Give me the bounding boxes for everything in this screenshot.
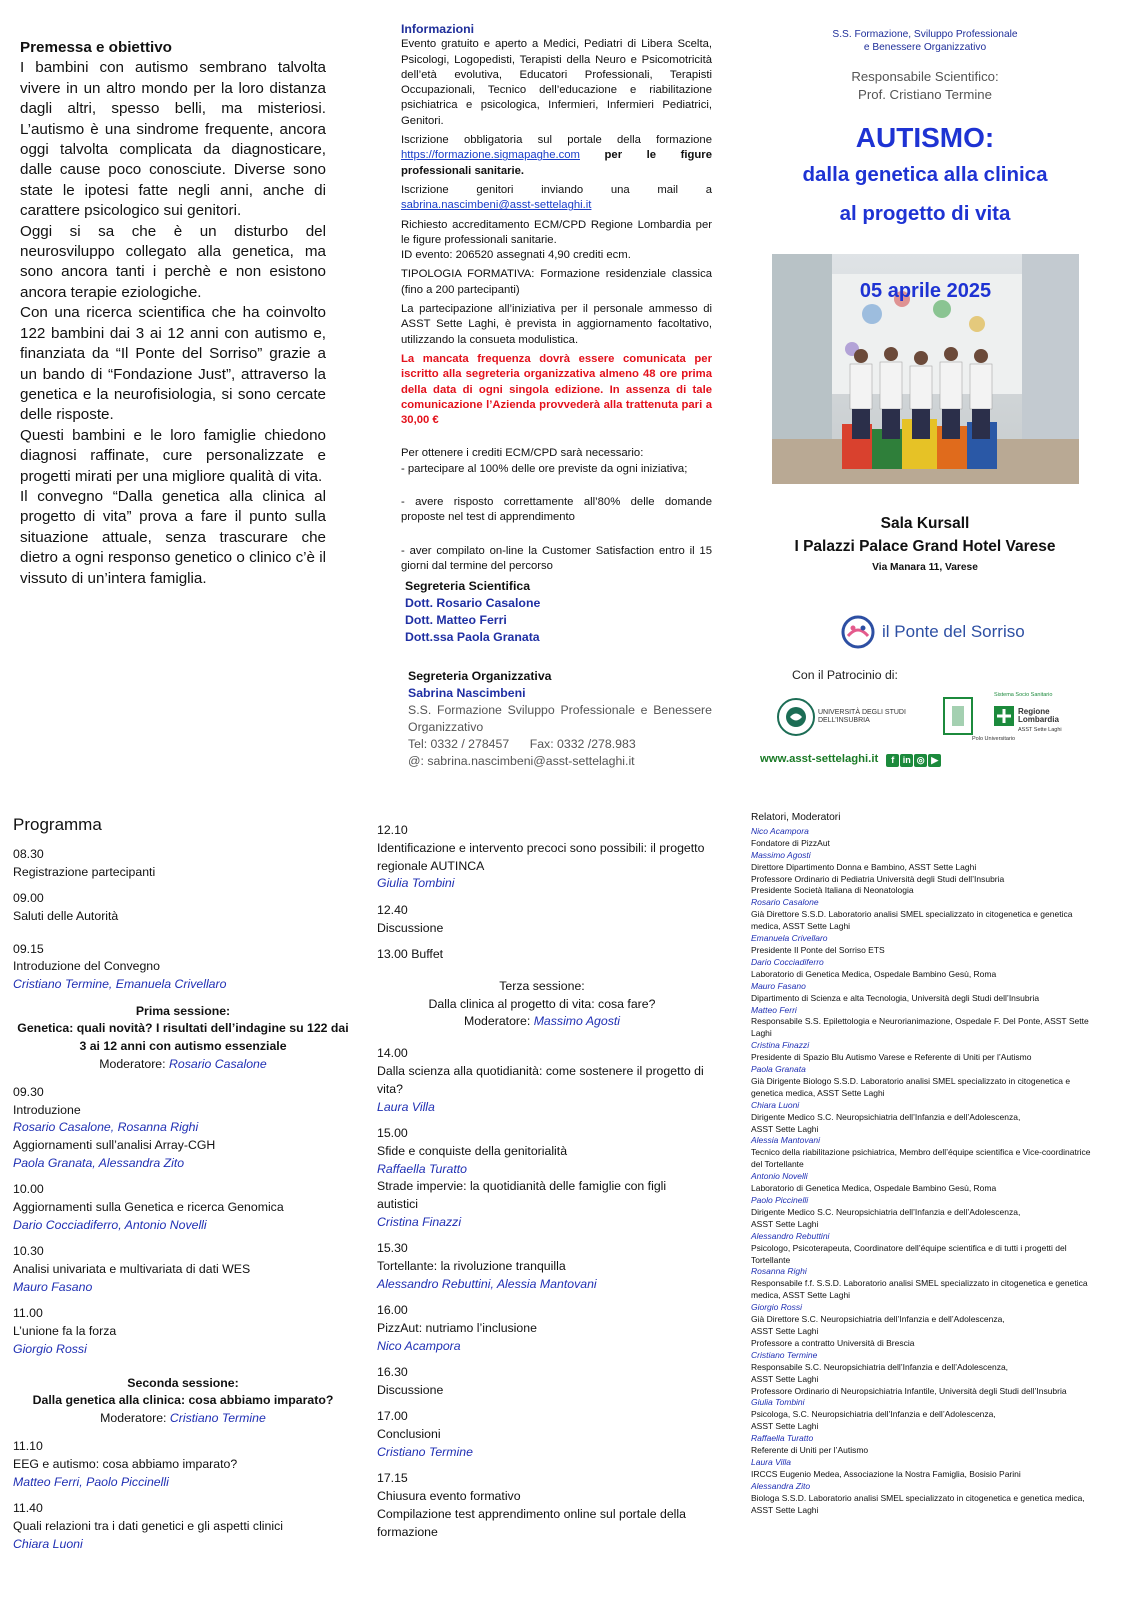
slot-speakers: Giorgio Rossi: [13, 1341, 87, 1356]
slot-time: 10.00: [13, 1182, 44, 1197]
info-req: - aver compilato on-line la Customer Satisfaction entro il 15 giorni dal termine del percorso: [401, 544, 712, 572]
info-text: Iscrizione genitori inviando una mail a: [401, 183, 712, 196]
slot-text: Sfide e conquiste della genitorialità: [377, 1143, 568, 1158]
info-text: ID evento: 206520 assegnati 4,90 crediti ecm.: [401, 249, 631, 262]
segreteria-name: Sabrina Nascimbeni: [408, 686, 526, 701]
slot-text: Dalla scienza alla quotidianità: come sostenere il progetto di vita?: [377, 1063, 704, 1096]
session-subtitle: Dalla genetica alla clinica: cosa abbiamo imparato?: [32, 1393, 334, 1408]
program-slot: [13, 1181, 353, 1234]
program-slot: [13, 1084, 353, 1173]
linkedin-icon[interactable]: in: [900, 754, 913, 767]
relatori-list: [751, 826, 1096, 1517]
email-link[interactable]: sabrina.nascimbeni@asst-settelaghi.it: [401, 199, 592, 212]
segreteria-dept: S.S. Formazione Sviluppo Professionale e Benessere Organizzativo: [408, 703, 712, 735]
info-text: per le figure professionali sanitarie.: [401, 149, 712, 177]
slot-text: Introduzione del Convegno: [13, 959, 160, 974]
program-slot: [13, 1500, 353, 1553]
session-moderator: [377, 1013, 707, 1031]
org-line: S.S. Formazione, Sviluppo Professionale: [832, 29, 1018, 40]
premessa-paragraph: I bambini con autismo sembrano talvolta vivere in un altro mondo per la loro distanza dagli altri, spesso belli, ma misteriosi. L’autismo è una sindrome frequente, ancora oggi talvolta complicata da diagnosticare, dalle cause poco conosciute. Diverse sono state le ipotesi fatte negli anni, anche di carattere psicologico sui genitori.: [20, 59, 326, 220]
slot-speakers: Cristiano Termine, Emanuela Crivellaro: [13, 977, 227, 992]
slot-text: Aggiornamenti sull’analisi Array-CGH: [13, 1138, 216, 1153]
segreteria-name: Dott. Matteo Ferri: [405, 613, 507, 628]
programma-section: [13, 816, 353, 1562]
program-slot: [13, 1243, 353, 1296]
slot-time: 12.10: [377, 823, 408, 837]
relatore-name: Paola Granata: [751, 1064, 806, 1075]
slot-text: Discussione: [377, 920, 444, 935]
event-subtitle: al progetto di vita: [839, 202, 1011, 225]
slot-time: 12.40: [377, 902, 408, 917]
session-moderator: [13, 1056, 353, 1074]
slot-time: 08.30: [13, 846, 44, 861]
cover-section: [770, 28, 1080, 232]
relatore-role: Responsabile S.S. Epilettologia e Neurorianimazione, Ospedale F. Del Ponte, ASST Sette Laghi: [751, 1016, 1089, 1039]
premessa-paragraph: Con una ricerca scientifica che ha coinvolto 122 bambini dai 3 ai 12 anni con autismo e, finanziata da “Il Ponte del Sorriso” grazie a un bando di “Fondazione Just”, attraverso la genetica e la neurofisiologia, si sono cercate delle risposte.: [20, 304, 326, 424]
moderator-label: Moderatore:: [463, 1014, 534, 1029]
info-parents: [401, 183, 712, 214]
program-slot: [377, 1240, 707, 1293]
relatore-name: Mauro Fasano: [751, 980, 806, 991]
slot-speakers: Chiara Luoni: [13, 1536, 83, 1551]
info-participation: La partecipazione all’iniziativa per il personale ammesso di ASST Sette Laghi, è prevista in aggiornamento facoltativo, utilizzando la consueta modulistica.: [401, 303, 712, 346]
slot-time: 16.30: [377, 1365, 408, 1380]
moderator-name: Massimo Agosti: [533, 1014, 621, 1029]
venue: [770, 512, 1080, 573]
ponte-del-sorriso-logo: [840, 612, 1040, 652]
premessa-paragraph: Questi bambini e le loro famiglie chiedono diagnosi raffinate, cure personalizzate e progetti mirati per una migliore qualità di vita.: [20, 426, 326, 485]
patronage-logos: [772, 690, 1072, 742]
youtube-icon[interactable]: ▶: [928, 754, 941, 767]
program-slot: [13, 890, 353, 926]
relatore-name: Giorgio Rossi: [751, 1302, 803, 1313]
info-audience: Evento gratuito e aperto a Medici, Pediatri di Libera Scelta, Psicologi, Logopedisti, Terapisti della Neuro e Psicomotricità dell’età evolutiva, Educatori Professionali, Terapisti Occupazionali, Tecnico dell’educazione e riabilitazione psichiatrica e psicologica, Infermieri, Infermieri Pediatrici, Genitori.: [401, 38, 712, 127]
segreteria-mail[interactable]: @: sabrina.nascimbeni@asst-settelaghi.it: [408, 754, 635, 769]
website-bar: [760, 750, 942, 768]
segreteria-scientifica-title: Segreteria Scientifica: [405, 579, 531, 594]
relatore-role: Laboratorio di Genetica Medica, Ospedale Bambino Gesù, Roma: [751, 1183, 997, 1194]
relatore-name: Dario Cocciadiferro: [751, 956, 824, 967]
social-icons: [886, 750, 942, 768]
premessa-section: [20, 38, 326, 589]
relatore-role: Direttore Dipartimento Donna e Bambino, ASST Sette Laghi Professore Ordinario di Pediatria Università degli Studi dell’Insubria Presidente Società Italiana di Neonatologia: [751, 861, 1005, 896]
session-title: Prima sessione:: [135, 1003, 231, 1018]
slot-speakers: Rosario Casalone, Rosanna Righi: [13, 1120, 199, 1135]
slot-speakers: Nico Acampora: [377, 1338, 461, 1353]
relatore-name: Emanuela Crivellaro: [751, 933, 828, 944]
program-slot: [13, 1438, 353, 1491]
relatore-role: Presidente Il Ponte del Sorriso ETS: [751, 944, 885, 955]
segreteria-tel: Tel: 0332 / 278457 Fax: 0332 /278.983: [408, 737, 636, 752]
regione-logo-icon: [944, 698, 1014, 734]
slot-text: Tortellante: la rivoluzione tranquilla: [377, 1259, 566, 1274]
session-title: Terza sessione:: [499, 978, 585, 993]
instagram-icon[interactable]: ◎: [914, 754, 927, 767]
ponte-text: il Ponte del Sorriso: [882, 622, 1025, 641]
relatore-role: Psicologa, S.C. Neuropsichiatria dell’Infanzia e dell’Adolescenza, ASST Sette Laghi: [751, 1409, 996, 1432]
slot-text: Analisi univariata e multivariata di dati WES: [13, 1262, 251, 1277]
relatori-title: Relatori, Moderatori: [751, 812, 841, 823]
info-heading: Informazioni: [401, 22, 475, 36]
program-slot: [377, 1302, 707, 1355]
info-credits: Per ottenere i crediti ECM/CPD sarà necessario:: [401, 447, 644, 460]
slot-time: 15.30: [377, 1241, 408, 1256]
session-moderator: [13, 1410, 353, 1428]
session-header: [13, 1375, 353, 1428]
relatore-name: Chiara Luoni: [751, 1099, 800, 1110]
slot-text: Conclusioni: [377, 1427, 441, 1442]
session-subtitle: Genetica: quali novità? I risultati dell’indagine su 122 dai 3 ai 12 anni con autismo essenziale: [17, 1021, 349, 1054]
slot-time: 09.00: [13, 890, 44, 905]
relatore-role: Responsabile f.f. S.S.D. Laboratorio analisi SMEL specializzato in citogenetica e genetica medica, ASST Sette Laghi: [751, 1278, 1088, 1301]
slot-text: L’unione fa la forza: [13, 1324, 117, 1339]
relatore-name: Rosario Casalone: [751, 897, 819, 908]
relatore-name: Giulia Tombini: [751, 1397, 805, 1408]
moderator-label: Moderatore:: [99, 1056, 169, 1071]
program-slot: [377, 1045, 707, 1116]
svg-text:Regione: Regione: [1018, 707, 1050, 716]
program-slot: [377, 902, 707, 938]
slot-speakers: Dario Cocciadiferro, Antonio Novelli: [13, 1217, 207, 1232]
slot-speakers: Mauro Fasano: [13, 1279, 93, 1294]
segreteria-scientifica: [401, 578, 712, 646]
formazione-link[interactable]: https://formazione.sigmapaghe.com: [401, 149, 580, 162]
slot-speakers: Raffaella Turatto: [377, 1161, 467, 1176]
programma-title: Programma: [13, 815, 102, 834]
resp-label: Responsabile Scientifico:: [851, 69, 999, 84]
premessa-paragraph: Oggi si sa che è un disturbo del neurosviluppo collegato alla genetica, ma sono ancora tanti i perchè e non esistono ancora terapie eziologiche.: [20, 222, 326, 301]
slot-text: PizzAut: nutriamo l’inclusione: [377, 1321, 537, 1336]
slot-time: 14.00: [377, 1046, 408, 1061]
info-section: [401, 22, 712, 770]
slot-time: 11.10: [13, 1439, 43, 1454]
session-subtitle: Dalla clinica al progetto di vita: cosa fare?: [428, 996, 656, 1011]
svg-text:Sistema Socio Sanitario: Sistema Socio Sanitario: [994, 692, 1053, 698]
relatore-name: Nico Acampora: [751, 825, 809, 836]
svg-text:Lombardia: Lombardia: [1018, 715, 1059, 724]
relatore-role: Dirigente Medico S.C. Neuropsichiatria dell’Infanzia e dell’Adolescenza, ASST Sette Laghi: [751, 1206, 1021, 1229]
info-accreditation: [401, 218, 712, 264]
segreteria-name: Dott.ssa Paola Granata: [405, 630, 540, 645]
slot-text: Strade impervie: la quotidianità delle famiglie con figli autistici: [377, 1179, 667, 1212]
relatore-name: Rosanna Righi: [751, 1266, 807, 1277]
relatore-name: Alessandro Rebuttini: [751, 1230, 830, 1241]
relatore-role: Fondatore di PizzAut: [751, 837, 830, 848]
info-text: Richiesto accreditamento ECM/CPD Regione Lombardia per le figure professionali sanitarie.: [401, 218, 712, 246]
venue-hotel: I Palazzi Palace Grand Hotel Varese: [794, 538, 1056, 555]
slot-text: Introduzione: [13, 1102, 81, 1117]
info-registration: [401, 133, 712, 179]
program-slot: [13, 846, 353, 882]
info-req: - partecipare al 100% delle ore previste da ogni iniziativa;: [401, 462, 688, 475]
relatore-name: Cristiano Termine: [751, 1349, 818, 1360]
patrocinio-label: Con il Patrocinio di:: [792, 668, 898, 682]
slot-speakers: Giulia Tombini: [377, 876, 455, 891]
relatore-role: Tecnico della riabilitazione psichiatrica, Membro dell’équipe scientifica e Vice-coordinatrice del Tortellante: [751, 1147, 1091, 1170]
relatore-role: Già Direttore S.C. Neuropsichiatria dell’Infanzia e dell’Adolescenza, ASST Sette Laghi Professore a contratto Università di Brescia: [751, 1314, 1005, 1348]
slot-time: 16.00: [377, 1303, 408, 1318]
info-warning: La mancata frequenza dovrà essere comunicata per iscritto alla segreteria organizzativa almeno 48 ore prima della data di ogni singola edizione. In assenza di tale comunicazione l’Azienda provvederà alla trattenuta pari a 30,00 €: [401, 352, 712, 427]
org-line: e Benessere Organizzativo: [863, 42, 987, 53]
slot-speakers: Paola Granata, Alessandra Zito: [13, 1155, 185, 1170]
resp-name: Prof. Cristiano Termine: [858, 87, 992, 102]
slot-time: 09.30: [13, 1084, 44, 1099]
slot-time: 17.15: [377, 1471, 408, 1486]
premessa-paragraph: Il convegno “Dalla genetica alla clinica al progetto di vita” prova a fare il punto sulla situazione attuale, senza trascurare che dietro a ogni responso genetico o clinico c’è il vissuto di un’intera famiglia.: [20, 487, 326, 587]
relatore-role: Dirigente Medico S.C. Neuropsichiatria dell’Infanzia e dell’Adolescenza, ASST Sette Laghi: [751, 1111, 1021, 1134]
svg-text:Polo Universitario: Polo Universitario: [972, 736, 1016, 742]
program-slot: [377, 1125, 707, 1232]
relatore-role: Biologa S.S.D. Laboratorio analisi SMEL specializzato in citogenetica e genetica medica, ASST Sette Laghi: [751, 1492, 1085, 1515]
relatore-name: Antonio Novelli: [751, 1171, 808, 1182]
svg-text:DELL’INSUBRIA: DELL’INSUBRIA: [818, 717, 870, 724]
slot-text: Aggiornamenti sulla Genetica e ricerca Genomica: [13, 1200, 284, 1215]
relatore-role: Dipartimento di Scienza e alta Tecnologia, Università degli Studi dell’Insubria: [751, 992, 1040, 1003]
program-slot: [377, 1408, 707, 1461]
moderator-label: Moderatore:: [100, 1411, 170, 1426]
relatore-role: Responsabile S.C. Neuropsichiatria dell’Infanzia e dell’Adolescenza, ASST Sette Laghi Professore Ordinario di Neuropsichiatria Infantile, Università degli Studi dell’Insubria: [751, 1361, 1067, 1396]
slot-speakers: Matteo Ferri, Paolo Piccinelli: [13, 1474, 169, 1489]
slot-speakers: Laura Villa: [377, 1099, 435, 1114]
info-tipologia: TIPOLOGIA FORMATIVA: Formazione residenziale classica (fino a 200 partecipanti): [401, 268, 712, 296]
info-req: - avere risposto correttamente all’80% delle domande proposte nel test di apprendimento: [401, 496, 712, 524]
slot-text: Registrazione partecipanti: [13, 864, 156, 879]
segreteria-organizzativa: [401, 668, 712, 770]
program-slot: [13, 1305, 353, 1358]
session-title: Seconda sessione:: [127, 1375, 239, 1390]
relatore-name: Raffaella Turatto: [751, 1433, 814, 1444]
website-link[interactable]: www.asst-settelaghi.it: [760, 753, 879, 765]
segreteria-organizzativa-title: Segreteria Organizzativa: [408, 669, 552, 684]
relatori-section: [751, 812, 1096, 1516]
moderator-name: Cristiano Termine: [169, 1411, 266, 1426]
slot-time: 11.00: [13, 1306, 43, 1321]
venue-room: Sala Kursall: [880, 515, 970, 532]
session-header: [377, 978, 707, 1031]
slot-time: 15.00: [377, 1125, 408, 1140]
slot-time: 17.00: [377, 1409, 408, 1424]
event-date: 05 aprile 2025: [859, 280, 992, 302]
facebook-icon[interactable]: f: [886, 754, 899, 767]
relatore-role: Già Direttore S.S.D. Laboratorio analisi SMEL specializzato in citogenetica e genetica medica, ASST Sette Laghi: [751, 909, 1073, 932]
slot-speakers: Cristina Finazzi: [377, 1214, 462, 1229]
slot-text: Discussione: [377, 1383, 444, 1398]
slot-time: 11.40: [13, 1501, 43, 1516]
event-title: AUTISMO:: [855, 122, 995, 153]
slot-time: 10.30: [13, 1244, 44, 1259]
relatore-role: Referente di Uniti per l’Autismo: [751, 1445, 869, 1456]
relatore-role: Psicologo, Psicoterapeuta, Coordinatore dell’équipe scientifica e di tutti i progetti del Tortellante: [751, 1242, 1067, 1265]
event-subtitle: dalla genetica alla clinica: [802, 163, 1048, 186]
relatore-name: Alessandra Zito: [751, 1480, 811, 1491]
relatore-name: Matteo Ferri: [751, 1004, 797, 1015]
slot-text: Chiusura evento formativo Compilazione test apprendimento online sul portale della formazione: [377, 1489, 686, 1539]
slot-text: Quali relazioni tra i dati genetici e gli aspetti clinici: [13, 1518, 283, 1533]
relatore-role: Presidente di Spazio Blu Autismo Varese e Referente di Uniti per l’Autismo: [751, 1052, 1032, 1063]
programma-continued: [377, 822, 707, 1550]
relatore-role: IRCCS Eugenio Medea, Associazione la Nostra Famiglia, Bosisio Parini: [751, 1468, 1021, 1479]
univ-name: UNIVERSITÀ DEGLI STUDI: [818, 709, 906, 716]
venue-address: Via Manara 11, Varese: [872, 562, 978, 573]
session-header: [13, 1003, 353, 1074]
premessa-title: Premessa e obiettivo: [20, 39, 172, 56]
slot-time: 09.15: [13, 941, 44, 956]
slot-text: 13.00 Buffet: [377, 946, 444, 961]
relatore-name: Laura Villa: [751, 1456, 792, 1467]
relatore-role: Già Dirigente Biologo S.S.D. Laboratorio analisi SMEL specializzato in citogenetica e genetica medica, ASST Sette Laghi: [751, 1075, 1071, 1098]
slot-speakers: Alessandro Rebuttini, Alessia Mantovani: [377, 1276, 597, 1291]
slot-text: EEG e autismo: cosa abbiamo imparato?: [13, 1456, 238, 1471]
relatore-name: Cristina Finazzi: [751, 1040, 810, 1051]
slot-speakers: Cristiano Termine: [377, 1445, 473, 1460]
relatore-role: Laboratorio di Genetica Medica, Ospedale Bambino Gesù, Roma: [751, 968, 997, 979]
program-slot: [377, 1470, 707, 1541]
program-slot: [13, 941, 353, 994]
info-text: Iscrizione obbligatoria sul portale della formazione: [401, 134, 712, 147]
moderator-name: Rosario Casalone: [168, 1056, 267, 1071]
relatore-name: Paolo Piccinelli: [751, 1195, 809, 1205]
relatore-name: Alessia Mantovani: [751, 1135, 820, 1146]
segreteria-name: Dott. Rosario Casalone: [405, 596, 541, 611]
insubria-logo-icon: [778, 699, 814, 735]
ponte-logo-icon: [840, 614, 876, 650]
svg-text:ASST Sette Laghi: ASST Sette Laghi: [1018, 727, 1062, 733]
program-slot: [377, 822, 707, 893]
program-slot: [377, 946, 707, 964]
slot-text: Identificazione e intervento precoci sono possibili: il progetto regionale AUTINCA: [377, 840, 705, 873]
program-slot: [377, 1364, 707, 1400]
relatore-name: Massimo Agosti: [751, 849, 811, 860]
slot-text: Saluti delle Autorità: [13, 908, 119, 923]
